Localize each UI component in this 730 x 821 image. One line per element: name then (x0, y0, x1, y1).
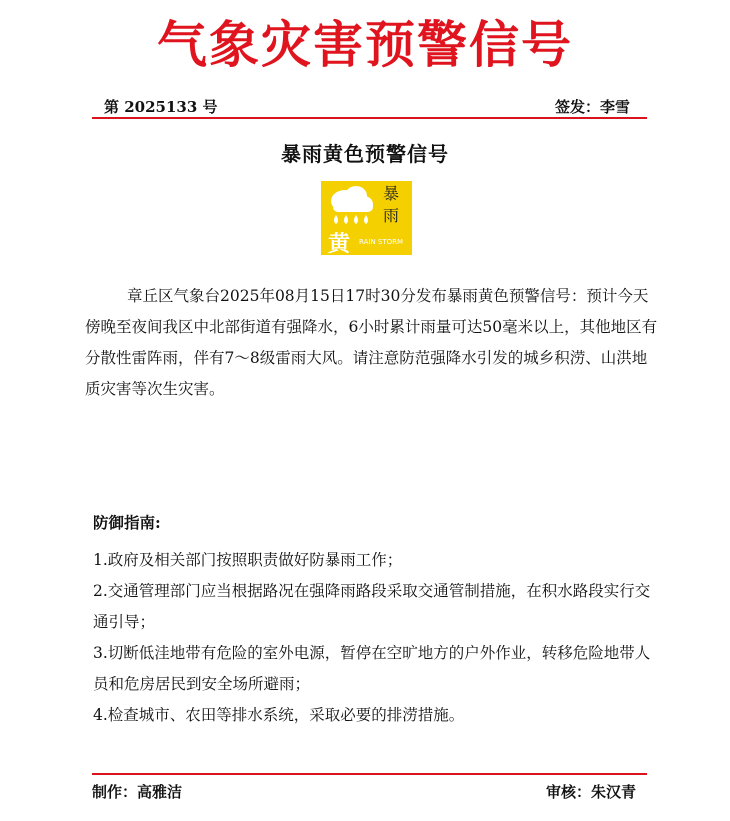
guidance-item: 4.检查城市、农田等排水系统，采取必要的排涝措施。 (93, 706, 465, 724)
footer-divider (92, 773, 647, 775)
issue-meta-row (92, 96, 642, 118)
reviewer-label: 审核： (545, 783, 591, 801)
icon-char-mid: 雨 (382, 206, 400, 225)
icon-english-label: RAIN STORM (358, 238, 404, 246)
signer-label: 签发： (554, 98, 600, 116)
issue-number: 第 2025133 号 (104, 98, 218, 116)
footer-row (92, 781, 642, 803)
guidance-item: 1.政府及相关部门按照职责做好防暴雨工作； (93, 551, 403, 569)
document-title: 暴雨黄色预警信号 (281, 142, 449, 166)
producer-name: 高雅洁 (137, 783, 183, 801)
guidance-list (85, 545, 660, 731)
icon-char-top: 暴 (382, 184, 400, 203)
guidance-item: 2.交通管理部门应当根据路况在强降雨路段采取交通管制措施，在积水路段实行交通引导； (93, 582, 651, 631)
guidance-item: 3.切断低洼地带有危险的室外电源，暂停在空旷地方的户外作业，转移危险地带人员和危房居民到安全场所避雨； (93, 644, 651, 693)
reviewer (546, 781, 636, 802)
rainstorm-yellow-signal-icon (321, 181, 412, 255)
reviewer-name: 朱汉青 (590, 783, 636, 801)
warning-paragraph: 章丘区气象台2025年08月15日17时30分发布暴雨黄色预警信号：预计今天傍晚至夜间我区中北部街道有强降水，6小时累计雨量可达50毫米以上，其他地区有分散性雷阵雨，伴有7～8级雷雨大风。请注意防范强降水引发的城乡积涝、山洪地质灾害等次生灾害。 (85, 287, 658, 398)
guidance-heading: 防御指南: (93, 513, 161, 532)
signer (555, 96, 630, 117)
signer-name: 李雪 (599, 98, 630, 116)
producer (92, 781, 182, 802)
icon-char-bottom: 黄 (327, 232, 351, 255)
header-divider (92, 117, 647, 119)
masthead-title: 气象灾害预警信号 (157, 16, 573, 74)
producer-label: 制作： (92, 783, 138, 801)
